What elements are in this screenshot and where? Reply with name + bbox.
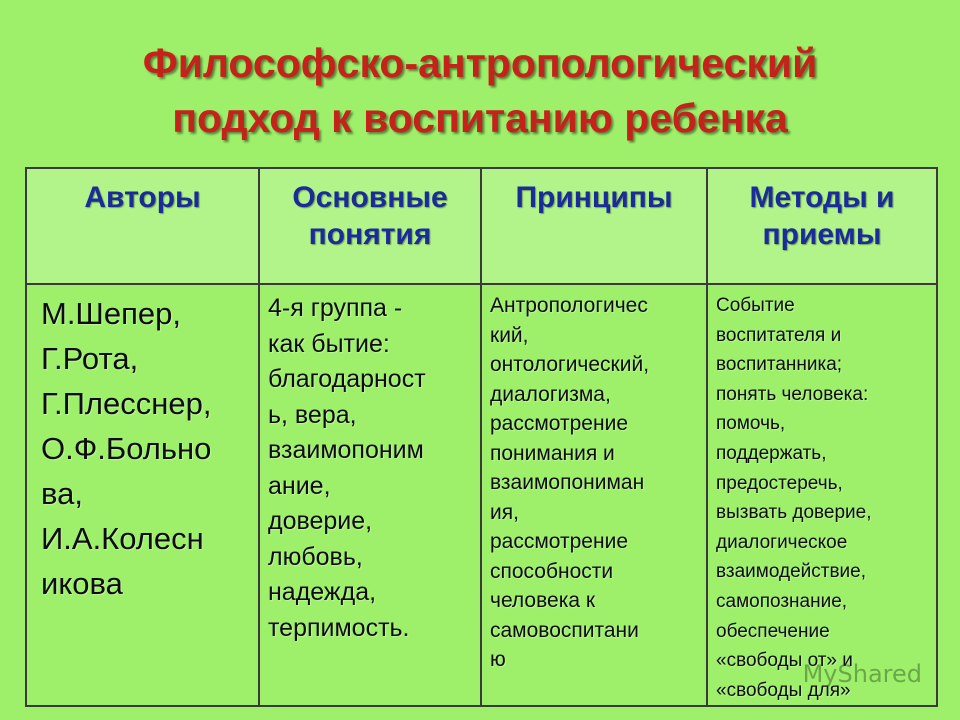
header-methods: Методы и приемы xyxy=(707,168,937,284)
slide-title-line-1: Философско-антропологический xyxy=(142,40,818,86)
slide-title xyxy=(0,36,960,146)
principles-text: Антропологичес кий, онтологический, диалогизма, рассмотрение понимания и взаимопониман ия, рассмотрение способности человека к самовоспитани ю xyxy=(490,294,650,671)
comparison-table xyxy=(25,167,938,707)
cell-principles xyxy=(481,284,707,706)
header-authors: Авторы xyxy=(26,168,259,284)
slide-title-line-2: подход к воспитанию ребенка xyxy=(172,95,788,141)
cell-concepts xyxy=(259,284,481,706)
header-concepts: Основные понятия xyxy=(259,168,481,284)
authors-text: М.Шепер, Г.Рота, Г.Плесснер, О.Ф.Больно ва, И.А.Колесн икова xyxy=(41,296,212,601)
cell-authors xyxy=(26,284,259,706)
watermark: MyShared xyxy=(802,660,922,688)
cell-methods xyxy=(707,284,937,706)
table-row xyxy=(26,284,937,706)
methods-text: Событие воспитателя и воспитанника; понять человека: помочь, поддержать, предостеречь, вызвать доверие, диалогическое взаимодействие, самопознание, обеспечение «свободы от» и «свободы для» xyxy=(716,295,872,701)
table-header-row xyxy=(26,168,937,284)
header-principles: Принципы xyxy=(481,168,707,284)
concepts-text: 4-я группа - как бытие: благодарност ь, вера, взаимопоним ание, доверие, любовь, надежда, терпимость. xyxy=(268,294,426,642)
